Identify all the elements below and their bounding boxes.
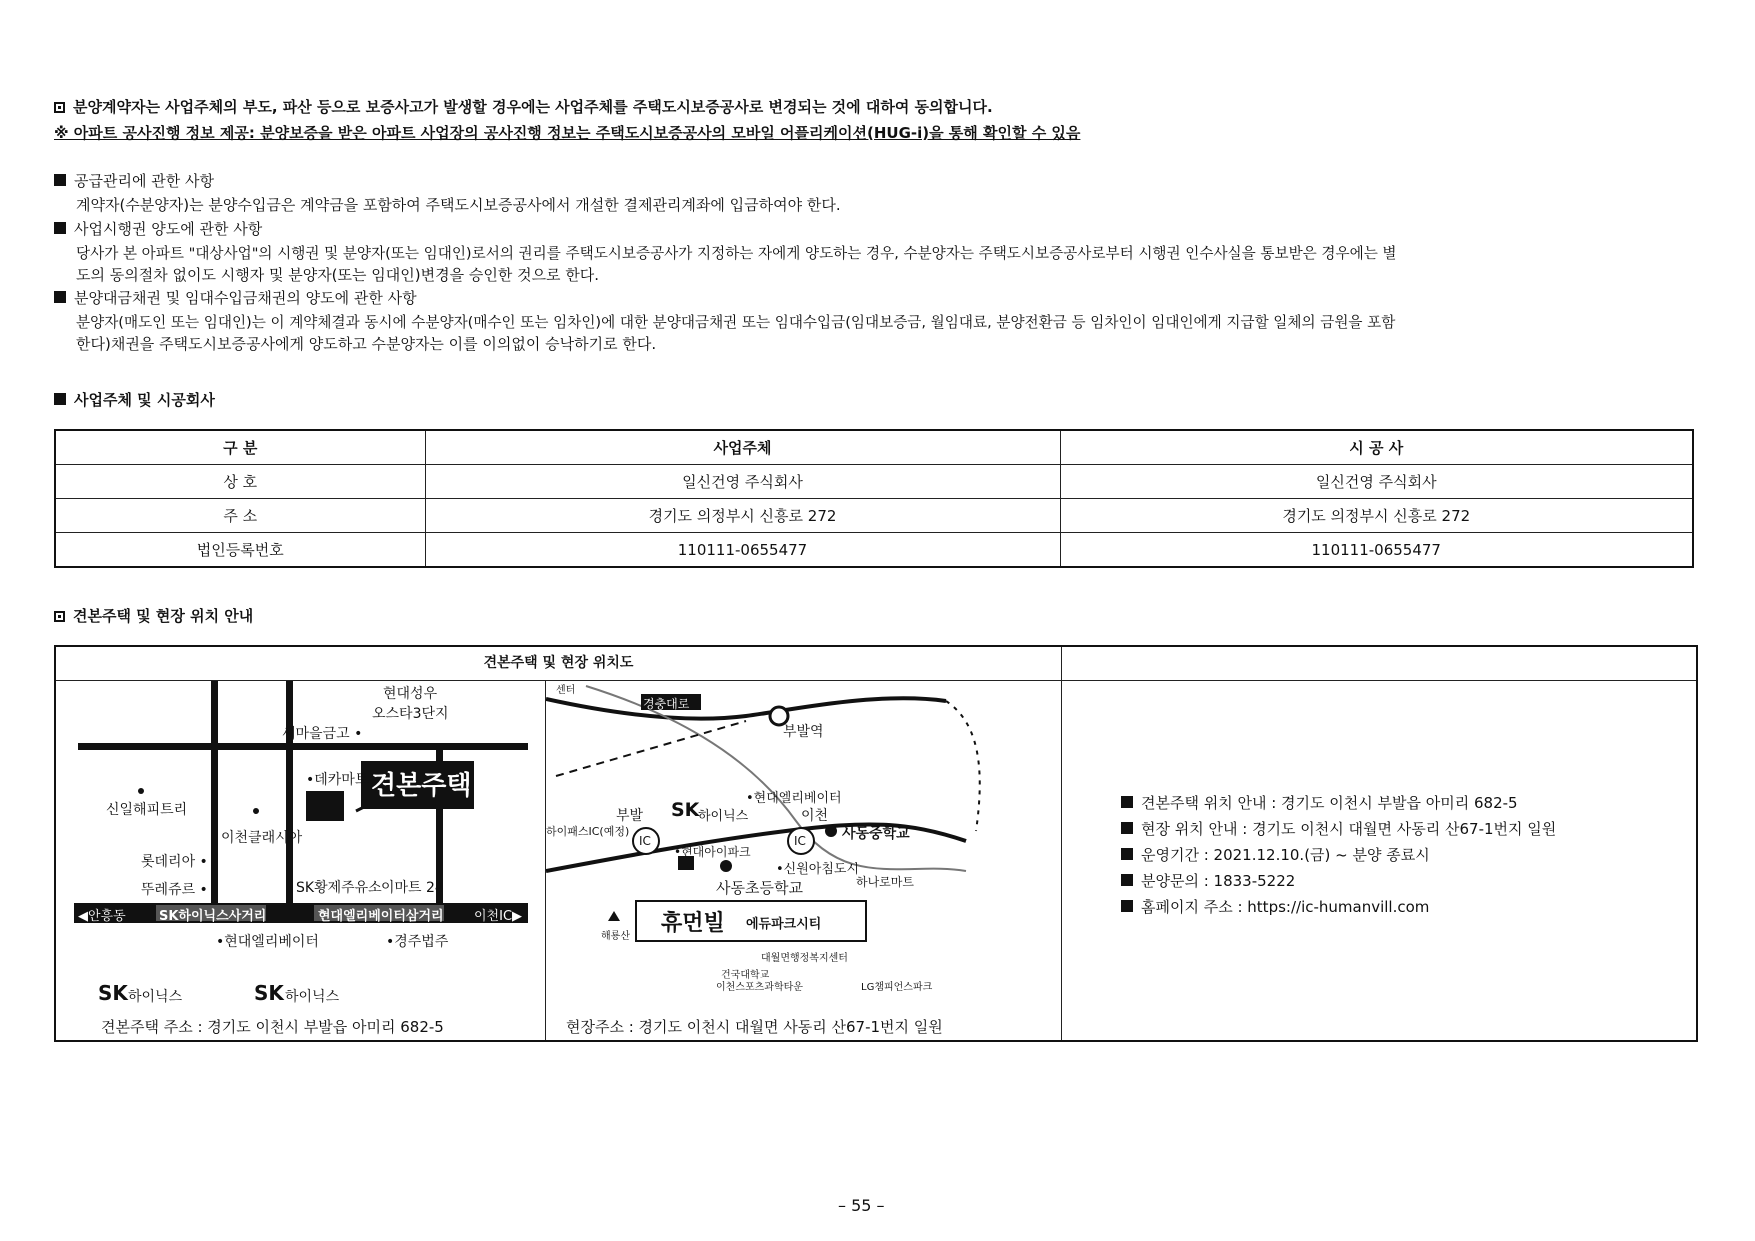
transfer-text-1: 당사가 본 아파트 "대상사업"의 시행권 및 분양자(또는 임대인)로서의 권리를 주택도시보증공사가 지정하는 자에게 양도하는 경우, 수분양자는 주택도시보증공사로부터 시행권 인수사실을 통보받은 경우에는 별: [76, 245, 1397, 262]
map2-label: •신원아침도시: [776, 862, 860, 877]
square-bullet-icon: [1121, 848, 1133, 860]
map1-label: 뚜레쥬르 •: [141, 882, 208, 898]
map1-label: 현대성우: [383, 686, 438, 702]
map2-label: 대월면행정복지센터: [761, 953, 848, 964]
table-cell: 일신건영 주식회사: [425, 465, 1060, 499]
sk-logo: SK: [254, 981, 284, 1005]
map1-label: 오스타3단지: [372, 706, 449, 722]
table-cell: 110111-0655477: [425, 533, 1060, 568]
table-header-cell: 구 분: [55, 430, 425, 465]
map-header-blank: [1061, 647, 1696, 681]
table-cell: 경기도 의정부시 신흥로 272: [1060, 499, 1693, 533]
square-bullet-icon: [54, 611, 65, 622]
square-bullet-icon: [54, 393, 66, 405]
map1-label: 하이닉스: [285, 989, 340, 1005]
map1-label: 이천클래시아: [221, 830, 303, 846]
map2-label: IC: [639, 834, 651, 848]
map1-label: SK황제주유소: [296, 880, 382, 896]
map1-road-label: ◀안흥동: [78, 909, 126, 924]
map1-label: 새마을금고 •: [282, 726, 363, 742]
supply-title-text: 공급관리에 관한 사항: [74, 172, 214, 190]
info-text: 운영기간 : 2021.12.10.(금) ~ 분양 종료시: [1141, 846, 1430, 864]
company-table: [54, 429, 1694, 568]
model-house-caption: 견본주택 주소 : 경기도 이천시 부발읍 아미리 682-5: [101, 1018, 444, 1036]
table-cell: 일신건영 주식회사: [1060, 465, 1693, 499]
table-cell: 법인등록번호: [55, 533, 425, 568]
table-header-cell: 시 공 사: [1060, 430, 1693, 465]
square-bullet-icon: [1121, 900, 1133, 912]
site-map: [546, 681, 1061, 1039]
map2-label: 사동중학교: [842, 826, 910, 842]
map2-road-label: 경충대로: [643, 697, 690, 711]
map1-label: 이마트 24: [381, 880, 444, 896]
notice-text-1: 분양계약자는 사업주체의 부도, 파산 등으로 보증사고가 발생할 경우에는 사업주체를 주택도시보증공사로 변경되는 것에 대하여 동의합니다.: [73, 98, 993, 116]
map2-label: •현대엘리베이터: [746, 791, 842, 806]
map-header: 견본주택 및 현장 위치도: [56, 647, 1062, 681]
info-item: [1121, 818, 1556, 839]
transfer-title: [54, 218, 262, 239]
map1-label: •경주법주: [386, 934, 449, 950]
map2-label: 부발: [616, 808, 644, 824]
table-row: [55, 533, 1693, 568]
map2-label: 하이닉스: [698, 809, 749, 824]
notice-line-1: [54, 96, 993, 117]
location-title-text: 견본주택 및 현장 위치 안내: [73, 607, 254, 625]
map2-label: 하나로마트: [856, 875, 914, 889]
map1-road-label: 현대엘리베이터삼거리: [318, 909, 444, 924]
square-bullet-icon: [54, 174, 66, 186]
square-bullet-icon: [1121, 822, 1133, 834]
info-item: [1121, 870, 1295, 891]
site-caption: 현장주소 : 경기도 이천시 대월면 사동리 산67-1번지 일원: [566, 1018, 943, 1036]
square-bullet-icon: [54, 291, 66, 303]
sk-logo: SK: [98, 981, 128, 1005]
map2-label: 부발역: [783, 724, 824, 740]
info-item: [1121, 792, 1518, 813]
table-cell: 주 소: [55, 499, 425, 533]
table-cell: 경기도 의정부시 신흥로 272: [425, 499, 1060, 533]
info-text: 분양문의 : 1833-5222: [1141, 872, 1296, 890]
supply-title: [54, 170, 214, 191]
map-divider: [1061, 680, 1062, 1040]
map1-label: 하이닉스: [128, 989, 183, 1005]
square-bullet-icon: [54, 102, 65, 113]
map2-label: 이천스포츠과학타운: [716, 982, 803, 993]
info-text: 홈페이지 주소 : https://ic-humanvill.com: [1141, 898, 1430, 916]
map2-label: 이천: [801, 808, 829, 824]
table-cell: 110111-0655477: [1060, 533, 1693, 568]
claim-text-1: 분양자(매도인 또는 임대인)는 이 계약체결과 동시에 수분양자(매수인 또는 임차인)에 대한 분양대금채권 또는 임대수입금(임대보증금, 월임대료, 분양전환금 등 임차인이 임대인에게 지급할 일체의 금원을 포함: [76, 314, 1396, 331]
map1-label: •데카마트: [306, 772, 369, 788]
square-bullet-icon: [1121, 796, 1133, 808]
info-text: 현장 위치 안내 : 경기도 이천시 대월면 사동리 산67-1번지 일원: [1141, 820, 1557, 838]
info-text: 견본주택 위치 안내 : 경기도 이천시 부발읍 아미리 682-5: [1141, 794, 1518, 812]
map2-label: IC: [794, 834, 806, 848]
location-map-box: [54, 645, 1698, 1042]
table-header-row: [55, 430, 1693, 465]
claim-text-2: 한다)채권을 주택도시보증공사에게 양도하고 수분양자는 이를 이의없이 승낙하기로 한다.: [76, 335, 657, 353]
map2-label: •현대아이파크: [674, 845, 751, 859]
square-bullet-icon: [54, 222, 66, 234]
table-header-cell: 사업주체: [425, 430, 1060, 465]
notice-line-2: ※ 아파트 공사진행 정보 제공: 분양보증을 받은 아파트 사업장의 공사진행 정보는 주택도시보증공사의 모바일 어플리케이션(HUG-i)을 통해 확인할 수 있음: [54, 124, 1081, 142]
map2-label: 사동초등학교: [716, 879, 803, 897]
table-row: [55, 465, 1693, 499]
square-bullet-icon: [1121, 874, 1133, 886]
location-section-title: [54, 605, 253, 626]
claim-title: [54, 287, 417, 308]
model-house-label: 견본주택: [371, 771, 472, 801]
map1-label: 롯데리아 •: [141, 854, 208, 870]
info-item: [1121, 844, 1430, 865]
sk-logo: SK: [671, 799, 700, 821]
transfer-title-text: 사업시행권 양도에 관한 사항: [74, 220, 263, 238]
map1-label: 신일해피트리: [106, 802, 188, 818]
claim-title-text: 분양대금채권 및 임대수입금채권의 양도에 관한 사항: [74, 289, 417, 307]
company-title-text: 사업주체 및 시공회사: [74, 391, 215, 409]
map1-road-label: 이천IC▶: [474, 909, 523, 924]
map1-label: •현대엘리베이터: [216, 934, 319, 950]
map2-label: 건국대학교: [721, 970, 770, 981]
map2-label: LG챔피언스파크: [861, 982, 933, 993]
company-section-title: [54, 389, 215, 410]
supply-text: 계약자(수분양자)는 분양수입금은 계약금을 포함하여 주택도시보증공사에서 개설한 결제관리계좌에 입금하여야 한다.: [76, 196, 841, 214]
map2-label: 해룡산: [601, 931, 630, 942]
page-number: – 55 –: [838, 1196, 885, 1215]
brand-logo: 휴먼빌: [661, 911, 725, 936]
model-house-map: [56, 681, 545, 1039]
brand-sub-label: 에듀파크시티: [746, 917, 822, 932]
map1-road-label: SK하이닉스사거리: [159, 909, 267, 924]
table-row: [55, 499, 1693, 533]
map2-label: 하이패스IC(예정): [546, 825, 630, 838]
table-cell: 상 호: [55, 465, 425, 499]
info-item: [1121, 896, 1429, 917]
transfer-text-2: 도의 동의절차 없이도 시행자 및 분양자(또는 임대인)변경을 승인한 것으로 한다.: [76, 266, 600, 284]
map2-label: 센터: [556, 685, 576, 696]
